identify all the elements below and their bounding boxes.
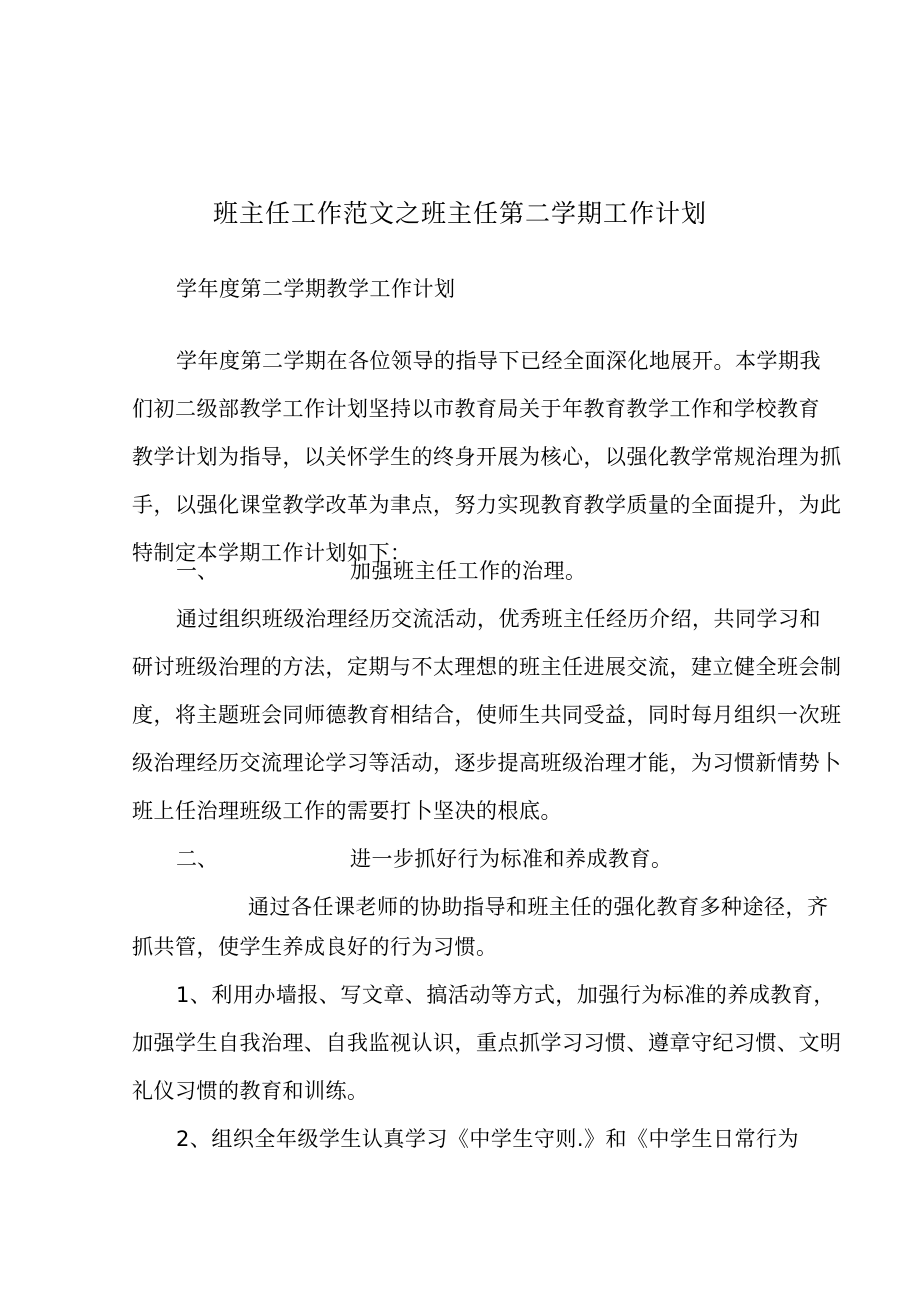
section-1-heading: 加强班主任工作的治理。	[350, 559, 587, 583]
section-2-number: 二、	[176, 847, 218, 871]
intro-line-1: 学年度第二学期在各位领导的指导下已经全面深化地展开。本学期我	[176, 349, 821, 373]
section-1-line-5: 班上任治理班级工作的需要打卜坚决的根底。	[132, 799, 562, 823]
section-1-number: 一、	[176, 559, 218, 583]
section-1-line-3: 度，将主题班会同师德教育相结合，使师生共同受益，同时每月组织一次班	[132, 703, 842, 727]
item-1-line-1: 1、利用办墙报、写文章、搞活动等方式，加强行为标准的养成教育，	[176, 983, 835, 1007]
section-2-heading: 进一步抓好行为标准和养成教育。	[350, 847, 673, 871]
section-1-line-2: 研讨班级治理的方法，定期与不太理想的班主任进展交流，建立健全班会制	[132, 655, 842, 679]
section-2-line-1: 通过各任课老师的协助指导和班主任的强化教育多种途径，齐	[248, 895, 829, 919]
document-title: 班主任工作范文之班主任第二学期工作计划	[212, 199, 707, 228]
document-subtitle: 学年度第二学期教学工作计划	[176, 277, 456, 301]
section-2-line-2: 抓共管，使学生养成良好的行为习惯。	[132, 935, 498, 959]
item-1-line-3: 礼仪习惯的教育和训练。	[132, 1079, 369, 1103]
item-1-line-2: 加强学生自我治理、自我监视认识，重点抓学习习惯、遵章守纪习惯、文明	[132, 1031, 842, 1055]
intro-line-3: 教学计划为指导，以关怀学生的终身开展为核心，以强化教学常规治理为抓	[132, 445, 842, 469]
intro-line-2: 们初二级部教学工作计划坚持以市教育局关于年教育教学工作和学校教育	[132, 397, 820, 421]
intro-line-5: 特制定本学期工作计划如下：	[132, 541, 412, 565]
section-1-line-4: 级治理经历交流理论学习等活动，逐步提高班级治理才能，为习惯新情势卜	[132, 751, 842, 775]
intro-line-4: 手，以强化课堂教学改革为聿点，努力实现教育教学质量的全面提升，为此	[132, 493, 842, 517]
section-1-line-1: 通过组织班级治理经历交流活动，优秀班主任经历介绍，共同学习和	[176, 607, 821, 631]
item-2-line-1: 2、组织全年级学生认真学习《中学生守则.》和《中学生日常行为	[176, 1127, 800, 1151]
